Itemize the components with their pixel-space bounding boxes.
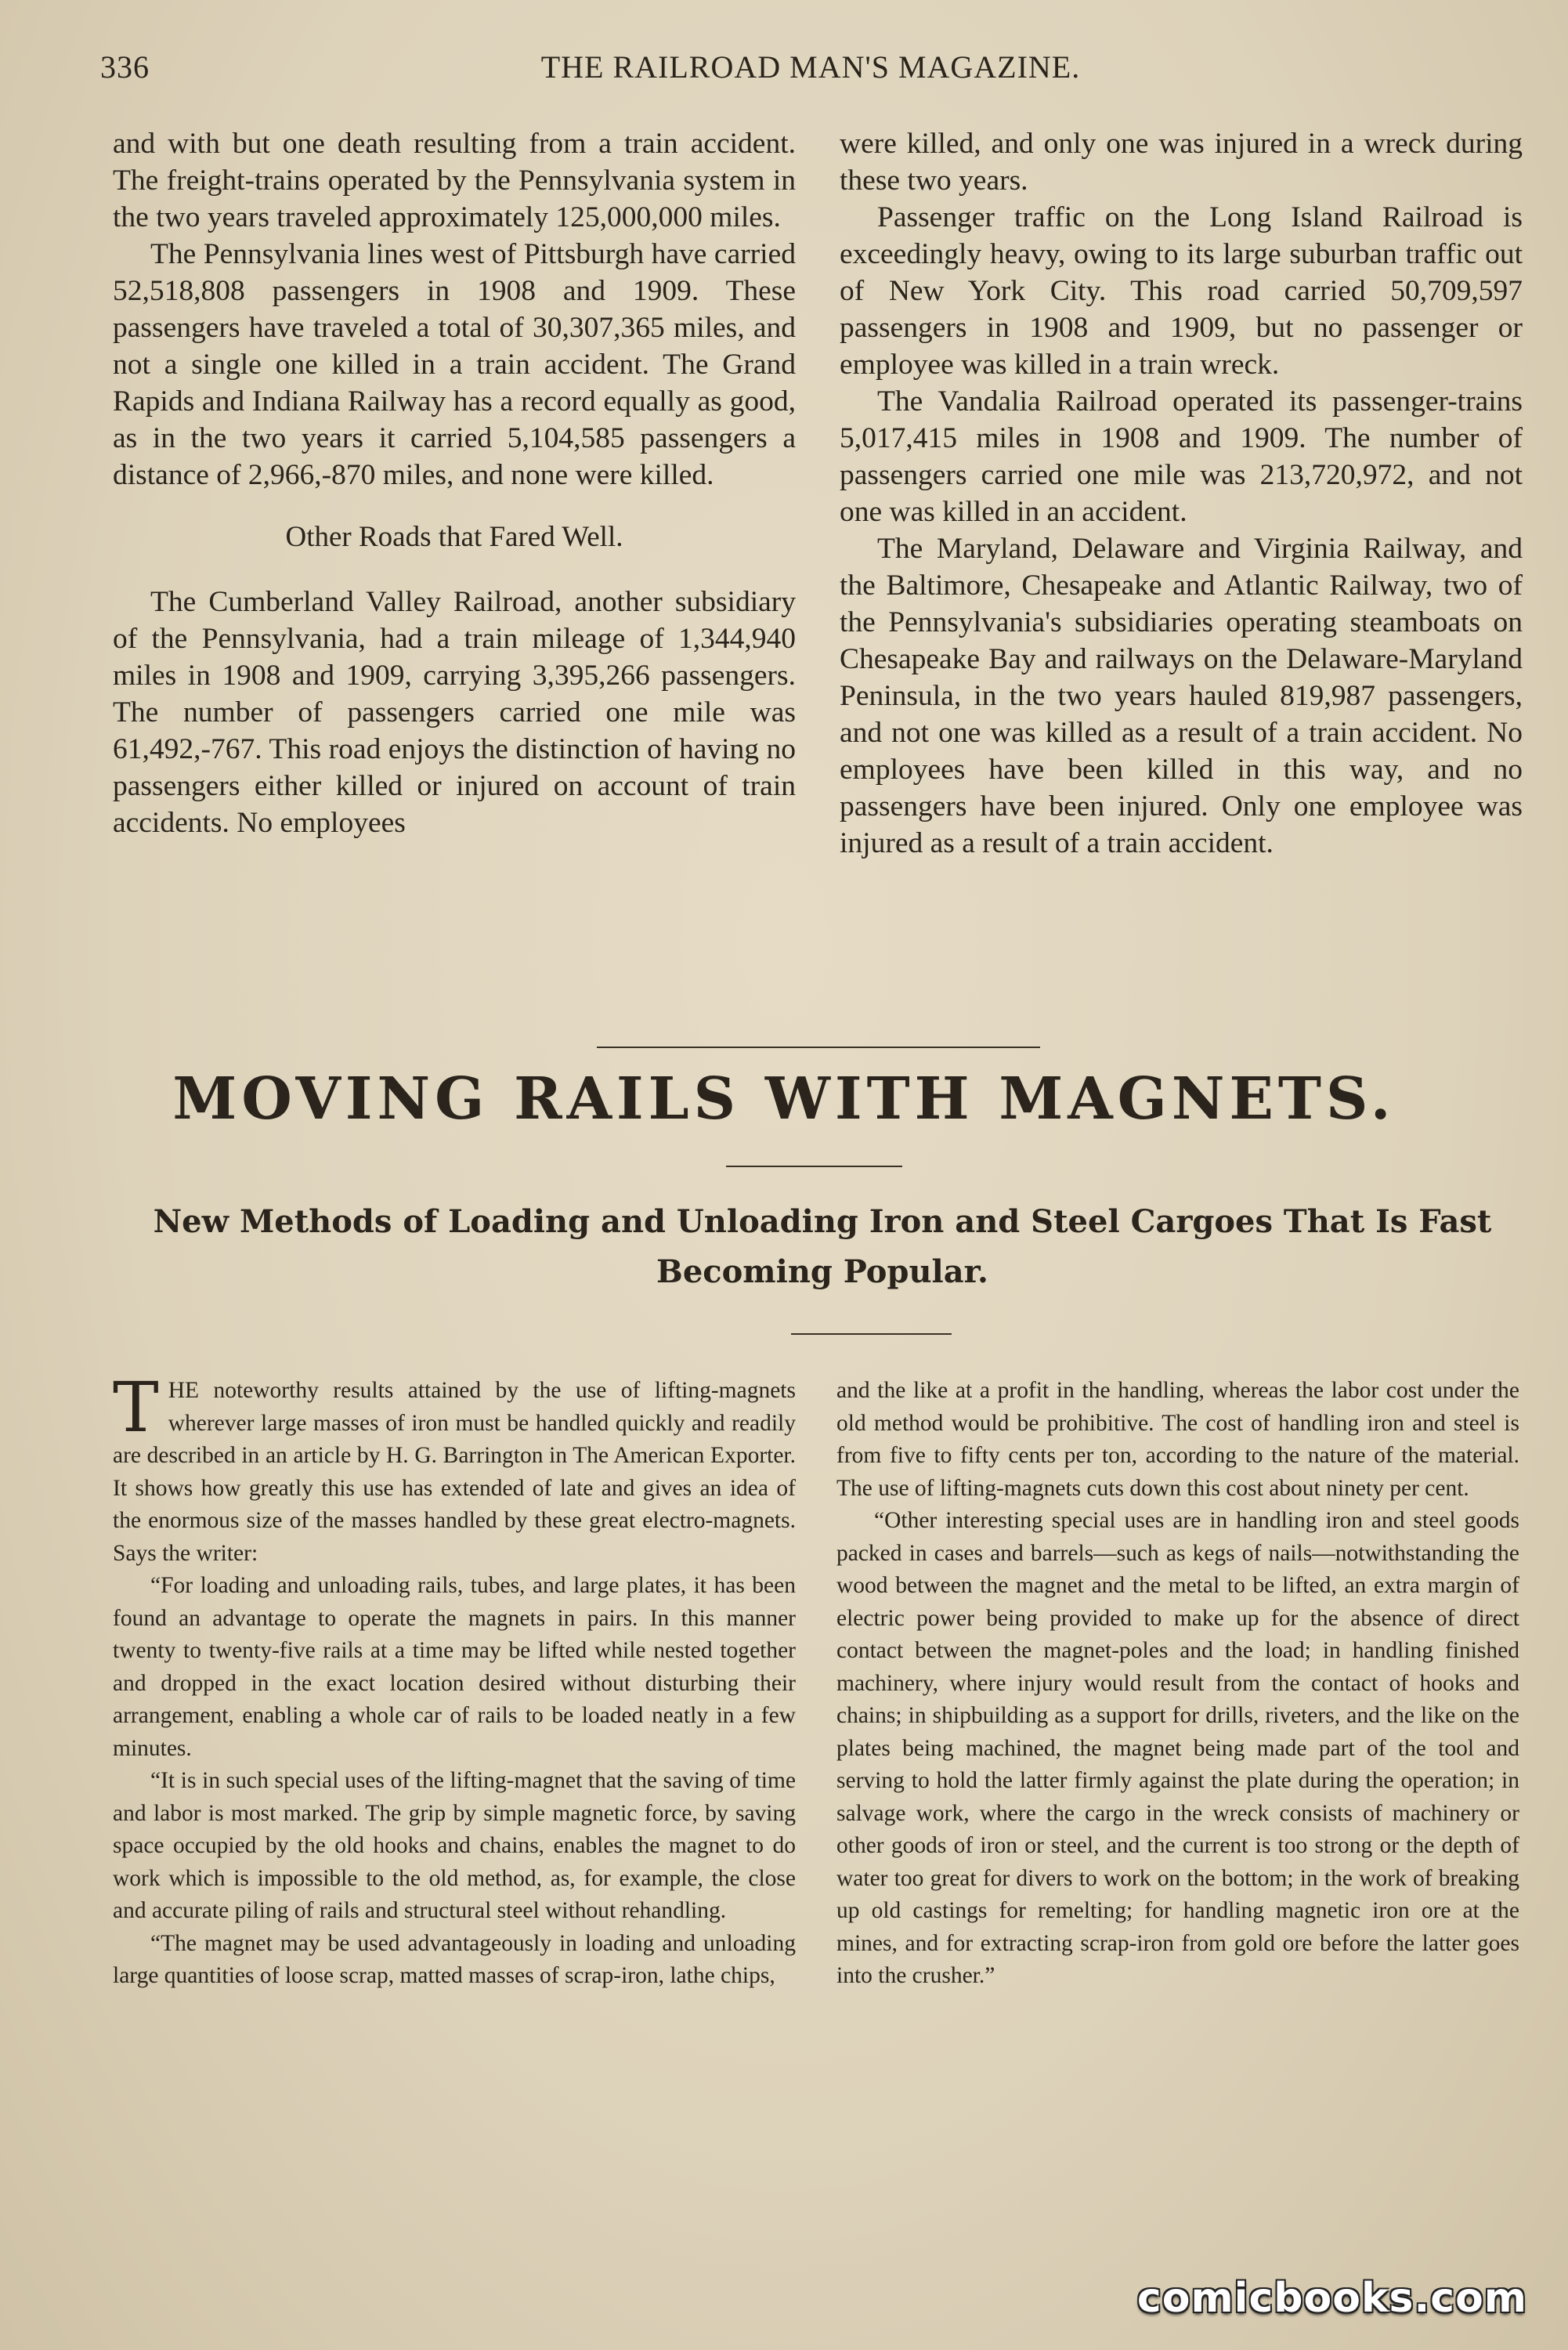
section-subhead: Other Roads that Fared Well.	[285, 521, 623, 553]
paragraph: The Maryland, Delaware and Virginia Railway, and the Baltimore, Chesapeake and Atlantic Railway, two of the Pennsylvania's subsidiaries operating steamboats on Chesapeake Bay and railways on the Delaware-Maryland Peninsula, in the two years hauled 819,987 passengers, and not one was killed as a result of a train accident. No employees have been killed in this way, and no passengers have been injured. Only one employee was injured as a result of a train accident.	[840, 533, 1523, 859]
section-divider-rule	[597, 1047, 1040, 1048]
magazine-title: THE RAILROAD MAN'S MAGAZINE.	[540, 49, 1081, 85]
paragraph: “The magnet may be used advantageously in loading and unloading large quantities of loose scrap, matted masses of scrap-iron, lathe chips,	[113, 1930, 796, 1988]
paragraph: Passenger traffic on the Long Island Railroad is exceedingly heavy, owing to its large suburban traffic out of New York City. This road carried 50,709,597 passengers in 1908 and 1909, but no passenger or employee was killed in a train wreck.	[840, 201, 1523, 381]
paragraph: The Vandalia Railroad operated its passenger-trains 5,017,415 miles in 1908 and 1909. The number of passengers carried one mile was 213,720,972, and not one was killed in an accident.	[840, 385, 1523, 528]
watermark-logo: comicbooks.com	[1136, 2275, 1527, 2322]
paragraph: The Pennsylvania lines west of Pittsburgh have carried 52,518,808 passengers in 1908 and 1909. These passengers have traveled a total of 30,307,365 miles, and not a single one killed in a train accident. The Grand Rapids and Indiana Railway has a record equally as good, as in the two years it carried 5,104,585 passengers a distance of 2,966,-870 miles, and none were killed.	[113, 238, 796, 491]
paragraph: were killed, and only one was injured in a wreck during these two years.	[840, 128, 1523, 197]
article-deck: New Methods of Loading and Unloading Iron and Steel Cargoes That Is Fast Becoming Popular.	[153, 1203, 1492, 1290]
paragraph: and with but one death resulting from a train accident. The freight-trains operated by the Pennsylvania system in the two years traveled approximately 125,000,000 miles.	[113, 128, 796, 233]
lead-paragraph	[113, 1367, 796, 1570]
headline-rule	[726, 1166, 902, 1167]
lead-text: HE noteworthy results attained by the use of lifting-magnets wherever large masses of iron must be handled quickly and readily are described in an article by H. G. Barrington in The American Exporter. It shows how greatly this use has extended of late and gives an idea of the enormous size of the masses handled by these great electro-magnets. Says the writer:	[113, 1378, 796, 1566]
page-number: 336	[100, 49, 150, 85]
paragraph: “Other interesting special uses are in handling iron and steel goods packed in cases and barrels—such as kegs of nails—notwithstanding the wood between the magnet and the metal to be lifted, an extra margin of electric power being provided to make up for the absence of direct contact between the magnet-poles and the load; in handling finished machinery, where injury would result from the contact of hooks and chains; in shipbuilding as a support for drills, riveters, and the like on the plates being machined, the magnet being made part of the tool and serving to hold the latter firmly against the plate during the operation; in salvage work, where the cargo in the wreck consists of machinery or other goods of iron or steel, and the current is too strong or the depth of water too great for divers to work on the bottom; in the work of breaking up old castings for remelting; for handling magnetic iron ore at the mines, and for extracting scrap-iron from gold ore before the latter goes into the crusher.”	[836, 1508, 1519, 1988]
paragraph: and the like at a profit in the handling, whereas the labor cost under the old method would be prohibitive. The cost of handling iron and steel is from five to fifty cents per ton, according to the nature of the material. The use of lifting-magnets cuts down this cost about ninety per cent.	[836, 1378, 1519, 1501]
drop-cap: T	[113, 1367, 159, 1448]
top-right-column	[840, 125, 1523, 862]
article-right-column	[836, 1375, 1519, 1993]
article-headline: MOVING RAILS WITH MAGNETS.	[172, 1065, 1396, 1133]
article-left-column	[113, 1367, 796, 1993]
paragraph: “For loading and unloading rails, tubes, and large plates, it has been found an advantage to operate the magnets in pairs. In this manner twenty to twenty-five rails at a time may be lifted while nested together and dropped in the exact location desired without disturbing their arrangement, enabling a whole car of rails to be loaded neatly in a few minutes.	[113, 1573, 796, 1761]
paragraph: “It is in such special uses of the lifting-magnet that the saving of time and labor is most marked. The grip by simple magnetic force, by saving space occupied by the old hooks and chains, enables the magnet to do work which is impossible to the old method, as, for example, the close and accurate piling of rails and structural steel without rehandling.	[113, 1768, 796, 1923]
running-head	[100, 49, 1521, 96]
top-left-column	[113, 125, 796, 841]
paragraph: The Cumberland Valley Railroad, another subsidiary of the Pennsylvania, had a train mileage of 1,344,940 miles in 1908 and 1909, carrying 3,395,266 passengers. The number of passengers carried one mile was 61,492,-767. This road enjoys the distinction of having no passengers either killed or injured on account of train accidents. No employees	[113, 586, 796, 839]
deck-rule	[791, 1333, 952, 1335]
